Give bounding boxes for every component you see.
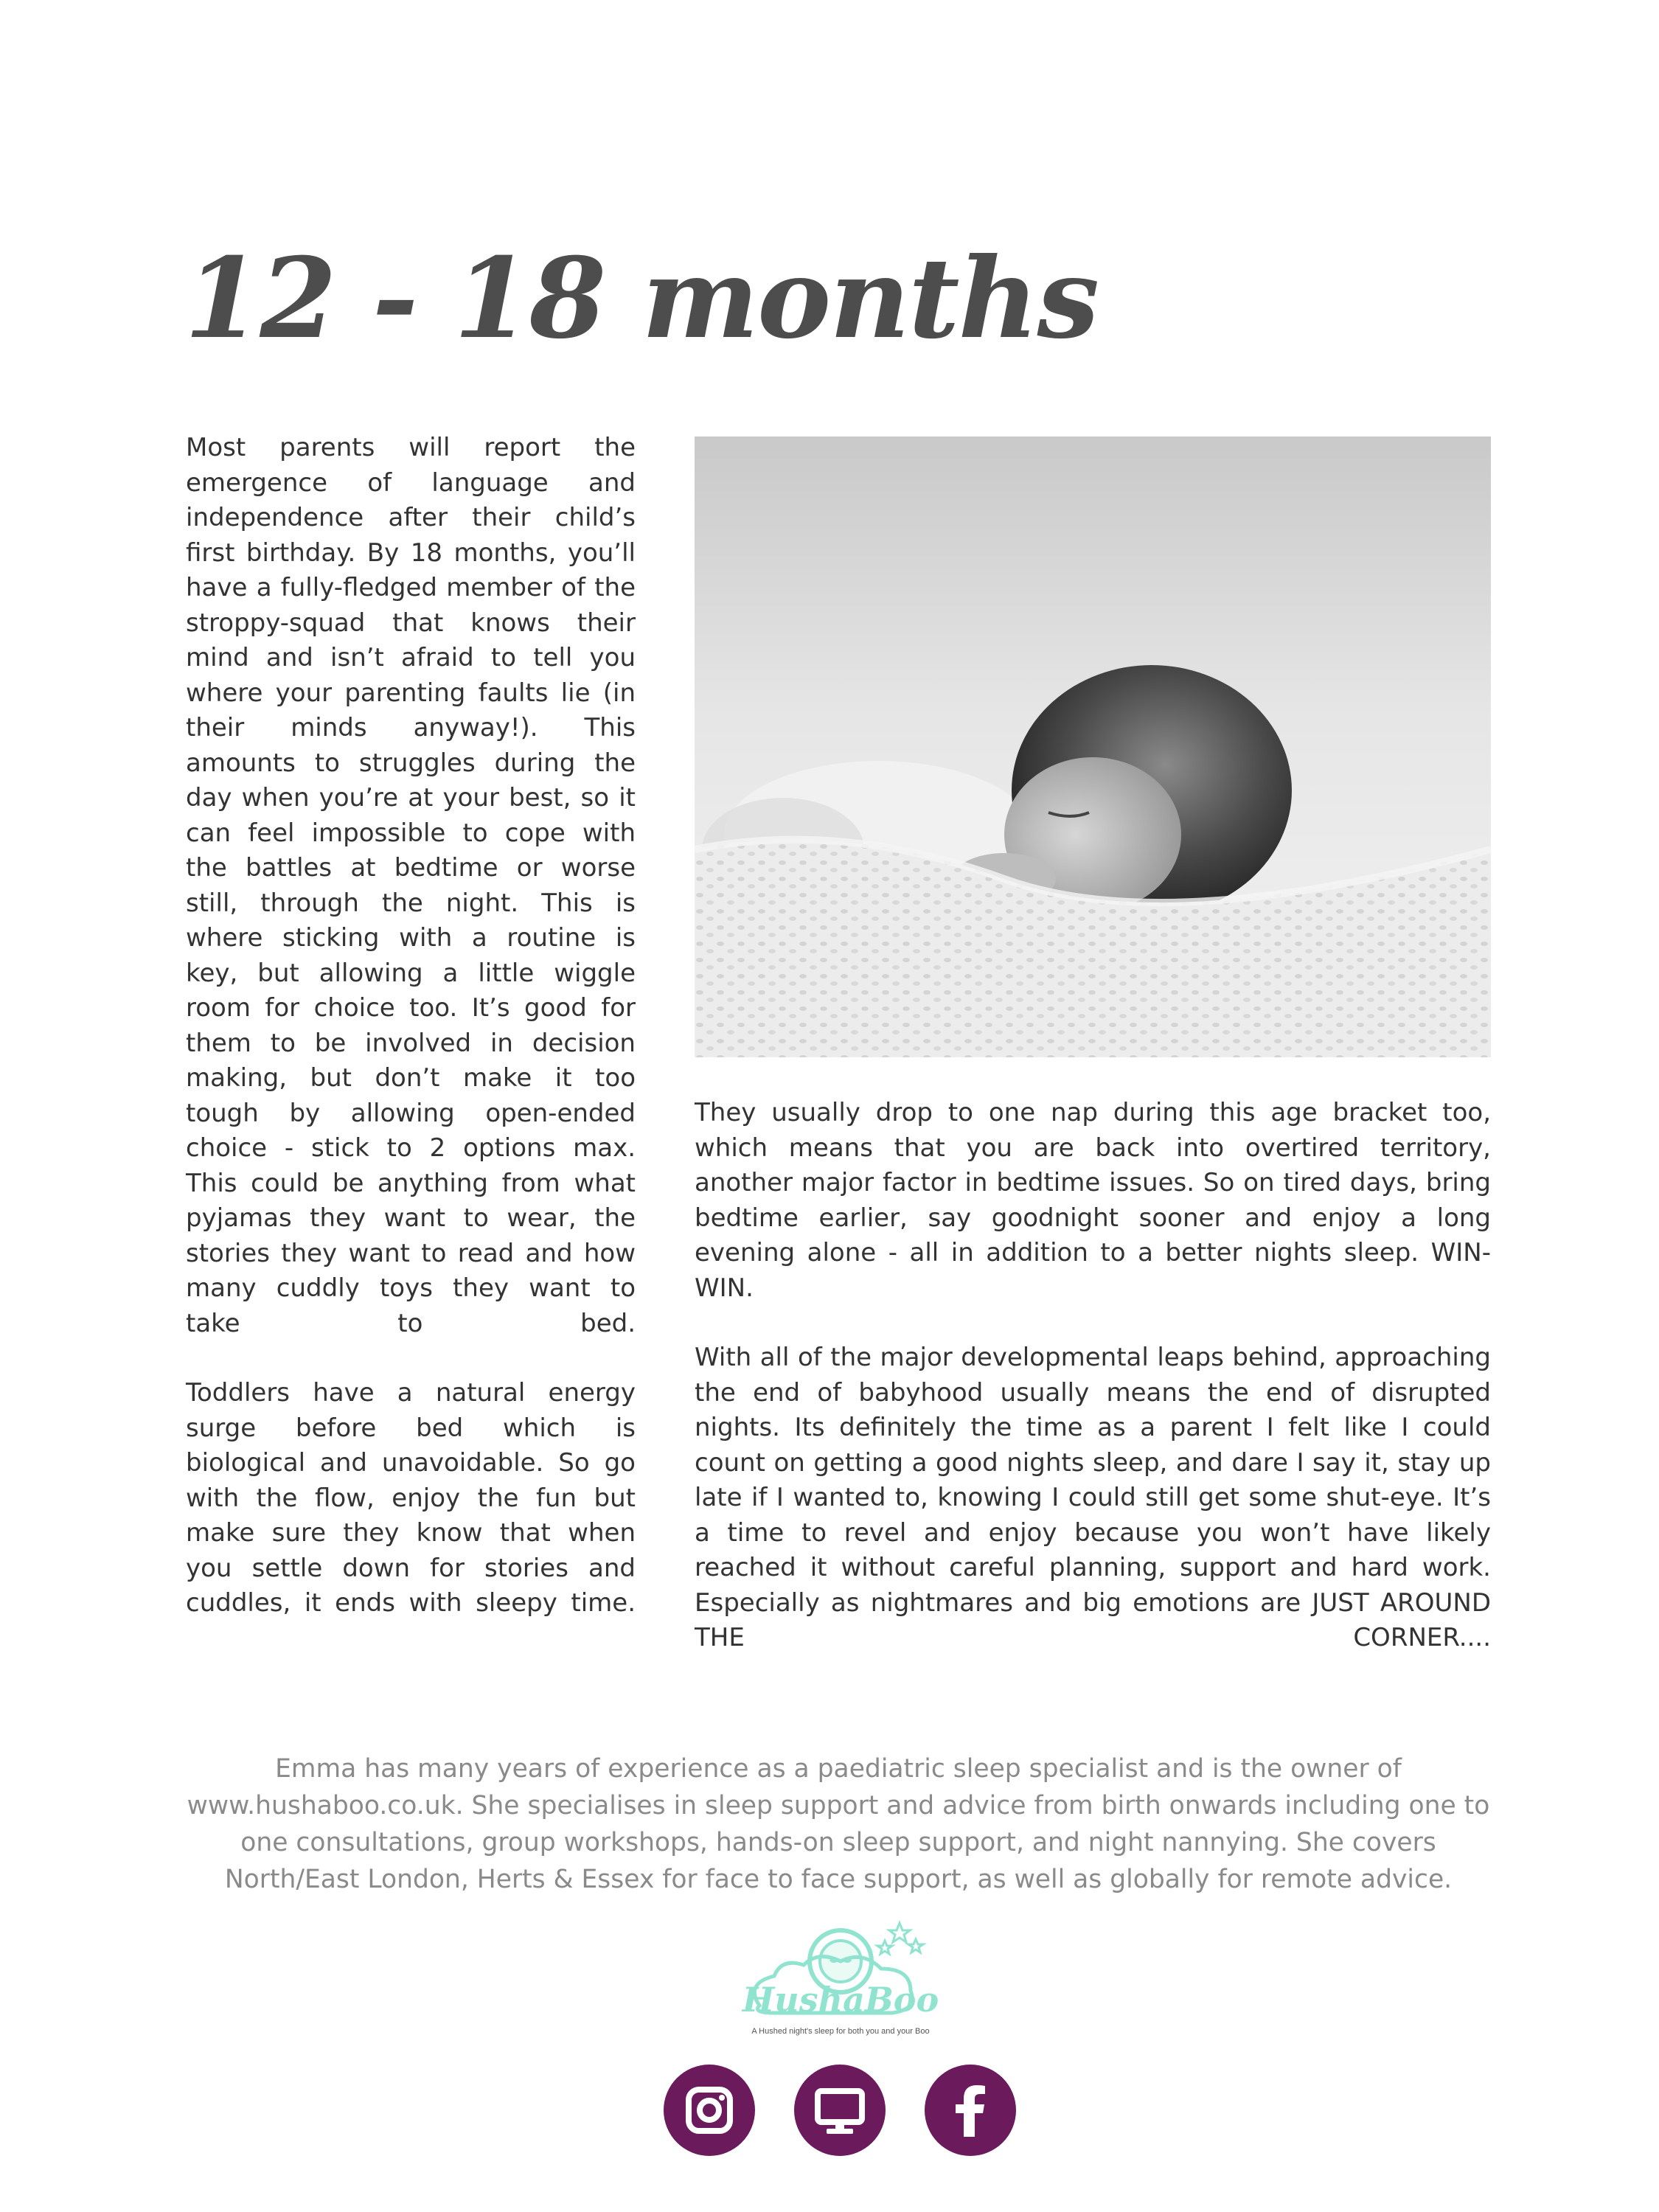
left-paragraph-2: Toddlers have a natural energy surge before bed which is biological and unavoidable. So go with the flow, enjoy the fun but make sure they know that when you settle down for stories and cuddles, it ends with sleepy time. [186, 1378, 636, 1618]
logo-wordmark: HushaBoo [742, 1980, 939, 2020]
left-column [186, 431, 636, 1656]
facebook-icon [925, 2065, 1016, 2156]
instagram-button[interactable] [664, 2065, 755, 2156]
page-title: 12 - 18 months [184, 234, 1099, 364]
instagram-icon [664, 2065, 755, 2156]
right-paragraph-2: With all of the major developmental leaps behind, approaching the end of babyhood usually means the end of disrupted nights. Its definitely the time as a parent I felt like I could count on getting a good nights sleep, and dare I say it, stay up late if I wanted to, knowing I could still get some shut-eye. It’s a time to revel and enjoy because you won’t have likely reached it without careful planning, support and hard work. Especially as nightmares and big emotions are JUST AROUND THE CORNER.... [695, 1343, 1491, 1652]
left-paragraph-1: Most parents will report the emergence of language and independence after their child’s first birthday. By 18 months, you’ll have a fully-fledged member of the stroppy-squad that knows their mind and isn’t afraid to tell you where your parenting faults lie (in their minds anyway!). This amounts to struggles during the day when you’re at your best, so it can feel impossible to cope with the battles at bedtime or worse still, through the night. This is where sticking with a routine is key, but allowing a little wiggle room for choice too. It’s good for them to be involved in decision making, but don’t make it too tough by allowing open-ended choice - stick to 2 options max. This could be anything from what pyjamas they want to wear, the stories they want to read and how many cuddly toys they want to take to bed. [186, 433, 636, 1338]
hushaboo-logo [730, 1917, 951, 2042]
monitor-icon [794, 2065, 886, 2156]
right-column [695, 1096, 1491, 1691]
sleeping-newborn-photo [695, 437, 1491, 1057]
facebook-button[interactable] [925, 2065, 1016, 2156]
logo-tagline: A Hushed night's sleep for both you and your Boo [751, 2027, 930, 2036]
author-bio: Emma has many years of experience as a paediatric sleep specialist and is the owner of www.hushaboo.co.uk. She specialises in sleep support and advice from birth onwards including one to one consultations, group workshops, hands-on sleep support, and night nannying. She covers North/East London, Herts & Essex for face to face support, as well as globally for remote advice. [187, 1754, 1490, 1894]
right-paragraph-1: They usually drop to one nap during this age bracket too, which means that you are back into overtired territory, another major factor in bedtime issues. So on tired days, bring bedtime earlier, say goodnight sooner and enjoy a long evening alone - all in addition to a better nights sleep. WIN-WIN. [695, 1098, 1491, 1303]
website-button[interactable] [794, 2065, 886, 2156]
